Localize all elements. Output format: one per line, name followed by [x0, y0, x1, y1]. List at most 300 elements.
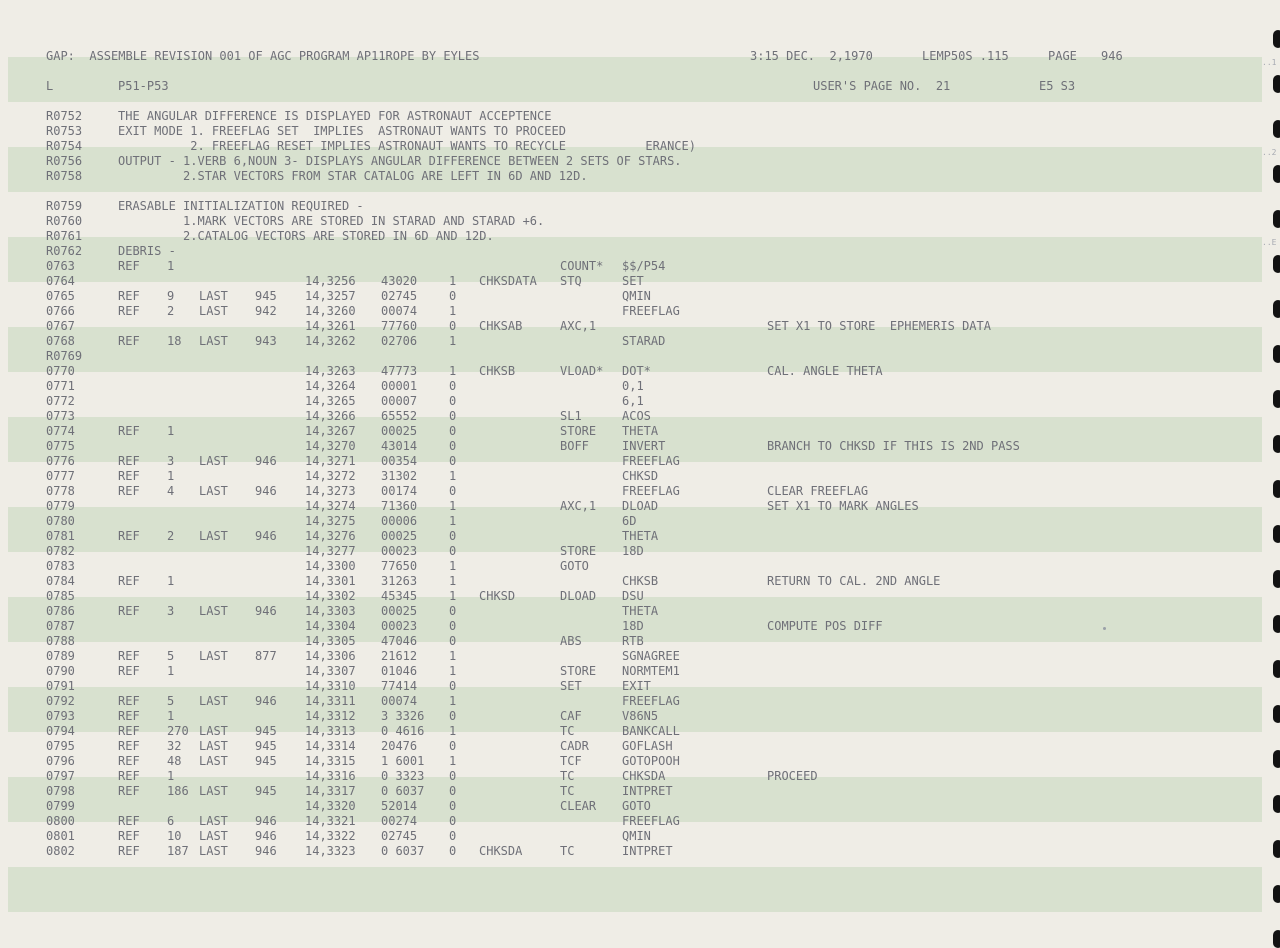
opcode: STORE [560, 424, 597, 438]
code-line [0, 574, 1280, 589]
last-page: 946 [255, 814, 277, 828]
code-line [0, 514, 1280, 529]
ref-count: 3 [167, 454, 175, 468]
address: 14,3320 [305, 799, 356, 813]
octal-word: 00001 [381, 379, 418, 393]
address: 14,3263 [305, 364, 356, 378]
last-keyword: LAST [199, 334, 228, 348]
feed-hole [1273, 75, 1280, 93]
edge-mark: ..E [1262, 238, 1277, 247]
ref-keyword: REF [118, 844, 140, 858]
page-label: PAGE [1048, 49, 1077, 63]
operand: THETA [622, 529, 659, 543]
address: 14,3306 [305, 649, 356, 663]
comment: RETURN TO CAL. 2ND ANGLE [767, 574, 941, 588]
last-page: 942 [255, 304, 277, 318]
last-page: 943 [255, 334, 277, 348]
address: 14,3273 [305, 484, 356, 498]
code-line [0, 424, 1280, 439]
address: 14,3304 [305, 619, 356, 633]
users-page-number: USER'S PAGE NO. 21 [813, 79, 951, 93]
parity-bit: 1 [449, 514, 457, 528]
operand: STARAD [622, 334, 666, 348]
code-line [0, 259, 1280, 274]
feed-hole [1273, 435, 1280, 453]
feed-hole [1273, 885, 1280, 903]
feed-hole [1273, 390, 1280, 408]
source-line [0, 169, 1280, 184]
operand: INTPRET [622, 844, 673, 858]
parity-bit: 0 [449, 679, 457, 693]
line-number: 0773 [46, 409, 75, 423]
line-number: R0762 [46, 244, 83, 258]
opcode: AXC,1 [560, 319, 597, 333]
line-number: 0763 [46, 259, 75, 273]
parity-bit: 1 [449, 274, 457, 288]
operand: QMIN [622, 289, 651, 303]
line-number: 0771 [46, 379, 75, 393]
octal-word: 1 6001 [381, 754, 425, 768]
last-keyword: LAST [199, 529, 228, 543]
assembly-title: GAP: ASSEMBLE REVISION 001 OF AGC PROGRAM AP11ROPE BY EYLES [46, 49, 480, 63]
ref-count: 1 [167, 424, 175, 438]
ref-keyword: REF [118, 469, 140, 483]
address: 14,3300 [305, 559, 356, 573]
parity-bit: 0 [449, 544, 457, 558]
octal-word: 00007 [381, 394, 418, 408]
ref-keyword: REF [118, 664, 140, 678]
line-number: 0799 [46, 799, 75, 813]
paper-band [8, 867, 1262, 912]
opcode: TC [560, 784, 575, 798]
line-number: 0777 [46, 469, 75, 483]
parity-bit: 0 [449, 709, 457, 723]
feed-hole [1273, 480, 1280, 498]
comment: COMPUTE POS DIFF [767, 619, 883, 633]
feed-hole [1273, 750, 1280, 768]
ref-count: 10 [167, 829, 182, 843]
source-text: 2. FREEFLAG RESET IMPLIES ASTRONAUT WANTS TO RECYCLE ERANCE) [118, 139, 696, 153]
code-line [0, 769, 1280, 784]
code-line [0, 634, 1280, 649]
address: 14,3314 [305, 739, 356, 753]
address: 14,3277 [305, 544, 356, 558]
address: 14,3272 [305, 469, 356, 483]
octal-word: 20476 [381, 739, 418, 753]
last-page: 877 [255, 649, 277, 663]
octal-word: 00023 [381, 544, 418, 558]
source-line [0, 229, 1280, 244]
address: 14,3266 [305, 409, 356, 423]
line-number: 0802 [46, 844, 75, 858]
operand: THETA [622, 424, 659, 438]
symbol-label: CHKSDATA [479, 274, 537, 288]
last-page: 945 [255, 289, 277, 303]
octal-word: 77414 [381, 679, 418, 693]
address: 14,3307 [305, 664, 356, 678]
line-number: R0761 [46, 229, 83, 243]
last-keyword: LAST [199, 844, 228, 858]
source-line [0, 154, 1280, 169]
ref-keyword: REF [118, 424, 140, 438]
code-line [0, 589, 1280, 604]
ref-count: 9 [167, 289, 175, 303]
opcode: STQ [560, 274, 582, 288]
feed-hole [1273, 795, 1280, 813]
line-number: 0765 [46, 289, 75, 303]
line-number: 0801 [46, 829, 75, 843]
ref-count: 2 [167, 529, 175, 543]
address: 14,3265 [305, 394, 356, 408]
operand: FREEFLAG [622, 454, 680, 468]
line-number: 0796 [46, 754, 75, 768]
last-page: 945 [255, 739, 277, 753]
line-number: 0768 [46, 334, 75, 348]
ref-count: 6 [167, 814, 175, 828]
parity-bit: 1 [449, 574, 457, 588]
code-line [0, 289, 1280, 304]
last-keyword: LAST [199, 694, 228, 708]
octal-word: 00025 [381, 424, 418, 438]
listing-type: L [46, 79, 54, 93]
ref-keyword: REF [118, 724, 140, 738]
operand: GOTO [622, 799, 651, 813]
ref-count: 270 [167, 724, 189, 738]
operand: DLOAD [622, 499, 659, 513]
parity-bit: 0 [449, 769, 457, 783]
opcode: SL1 [560, 409, 582, 423]
operand: FREEFLAG [622, 484, 680, 498]
octal-word: 00025 [381, 604, 418, 618]
code-line [0, 739, 1280, 754]
ref-keyword: REF [118, 784, 140, 798]
line-number: R0759 [46, 199, 83, 213]
edge-mark: ..2 [1262, 148, 1277, 157]
parity-bit: 1 [449, 754, 457, 768]
octal-word: 00006 [381, 514, 418, 528]
operand: 6,1 [622, 394, 644, 408]
octal-word: 00274 [381, 814, 418, 828]
operand: EXIT [622, 679, 651, 693]
parity-bit: 0 [449, 799, 457, 813]
operand: 18D [622, 619, 644, 633]
opcode: CLEAR [560, 799, 597, 813]
operand: CHKSDA [622, 769, 666, 783]
ref-keyword: REF [118, 649, 140, 663]
octal-word: 0 6037 [381, 784, 425, 798]
octal-word: 31302 [381, 469, 418, 483]
comment: SET X1 TO MARK ANGLES [767, 499, 919, 513]
parity-bit: 0 [449, 814, 457, 828]
line-number: 0778 [46, 484, 75, 498]
octal-word: 02745 [381, 829, 418, 843]
parity-bit: 1 [449, 664, 457, 678]
code-line [0, 469, 1280, 484]
listing-header [0, 49, 1280, 64]
operand: FREEFLAG [622, 304, 680, 318]
octal-word: 0 4616 [381, 724, 425, 738]
line-number: 0780 [46, 514, 75, 528]
octal-word: 3 3326 [381, 709, 425, 723]
octal-word: 00174 [381, 484, 418, 498]
octal-word: 02745 [381, 289, 418, 303]
address: 14,3321 [305, 814, 356, 828]
source-text: EXIT MODE 1. FREEFLAG SET IMPLIES ASTRONAUT WANTS TO PROCEED [118, 124, 566, 138]
opcode: CAF [560, 709, 582, 723]
source-text: ERASABLE INITIALIZATION REQUIRED - [118, 199, 364, 213]
feed-hole [1273, 255, 1280, 273]
ref-keyword: REF [118, 289, 140, 303]
parity-bit: 0 [449, 529, 457, 543]
feed-hole [1273, 525, 1280, 543]
last-page: 946 [255, 454, 277, 468]
opcode: TC [560, 769, 575, 783]
source-line [0, 124, 1280, 139]
parity-bit: 1 [449, 469, 457, 483]
feed-hole [1273, 615, 1280, 633]
operand: GOTOPOOH [622, 754, 680, 768]
address: 14,3262 [305, 334, 356, 348]
line-number: 0781 [46, 529, 75, 543]
octal-word: 0 3323 [381, 769, 425, 783]
ref-keyword: REF [118, 334, 140, 348]
code-line [0, 349, 1280, 364]
address: 14,3315 [305, 754, 356, 768]
opcode: STORE [560, 544, 597, 558]
octal-word: 77760 [381, 319, 418, 333]
ref-count: 3 [167, 604, 175, 618]
feed-hole [1273, 570, 1280, 588]
comment: PROCEED [767, 769, 818, 783]
operand: 18D [622, 544, 644, 558]
line-number: 0783 [46, 559, 75, 573]
address: 14,3323 [305, 844, 356, 858]
code-line [0, 649, 1280, 664]
last-keyword: LAST [199, 289, 228, 303]
source-line [0, 184, 1280, 199]
opcode: VLOAD* [560, 364, 604, 378]
line-number: 0776 [46, 454, 75, 468]
parity-bit: 0 [449, 439, 457, 453]
line-number: 0764 [46, 274, 75, 288]
operand: FREEFLAG [622, 814, 680, 828]
line-number: 0798 [46, 784, 75, 798]
code-line [0, 559, 1280, 574]
parity-bit: 1 [449, 694, 457, 708]
ref-count: 187 [167, 844, 189, 858]
last-keyword: LAST [199, 829, 228, 843]
feed-hole [1273, 30, 1280, 48]
operand: RTB [622, 634, 644, 648]
last-keyword: LAST [199, 454, 228, 468]
feed-hole [1273, 345, 1280, 363]
operand: CHKSD [622, 469, 659, 483]
parity-bit: 0 [449, 784, 457, 798]
ref-count: 4 [167, 484, 175, 498]
address: 14,3311 [305, 694, 356, 708]
code-line [0, 304, 1280, 319]
address: 14,3303 [305, 604, 356, 618]
code-line [0, 544, 1280, 559]
paper-speck [1103, 627, 1106, 630]
ref-count: 1 [167, 664, 175, 678]
feed-hole [1273, 840, 1280, 858]
line-number: 0792 [46, 694, 75, 708]
address: 14,3322 [305, 829, 356, 843]
ref-count: 2 [167, 304, 175, 318]
last-keyword: LAST [199, 604, 228, 618]
ref-keyword: REF [118, 754, 140, 768]
parity-bit: 0 [449, 829, 457, 843]
source-text: 2.CATALOG VECTORS ARE STORED IN 6D AND 12D. [118, 229, 494, 243]
operand: FREEFLAG [622, 694, 680, 708]
code-line [0, 784, 1280, 799]
address: 14,3271 [305, 454, 356, 468]
assembly-user: LEMP50S .115 [922, 49, 1009, 63]
code-line [0, 724, 1280, 739]
parity-bit: 1 [449, 304, 457, 318]
feed-hole [1273, 705, 1280, 723]
symbol-label: CHKSD [479, 589, 516, 603]
code-line [0, 814, 1280, 829]
operand: QMIN [622, 829, 651, 843]
octal-word: 01046 [381, 664, 418, 678]
last-page: 946 [255, 604, 277, 618]
line-number: 0797 [46, 769, 75, 783]
address: 14,3276 [305, 529, 356, 543]
comment: BRANCH TO CHKSD IF THIS IS 2ND PASS [767, 439, 1020, 453]
ref-keyword: REF [118, 529, 140, 543]
symbol-label: CHKSAB [479, 319, 523, 333]
octal-word: 77650 [381, 559, 418, 573]
parity-bit: 0 [449, 739, 457, 753]
line-number: 0779 [46, 499, 75, 513]
comment: SET X1 TO STORE EPHEMERIS DATA [767, 319, 991, 333]
line-number: 0788 [46, 634, 75, 648]
line-number: 0787 [46, 619, 75, 633]
code-line [0, 844, 1280, 859]
octal-word: 45345 [381, 589, 418, 603]
octal-word: 00025 [381, 529, 418, 543]
opcode: TC [560, 724, 575, 738]
source-line [0, 214, 1280, 229]
source-text: 2.STAR VECTORS FROM STAR CATALOG ARE LEFT IN 6D AND 12D. [118, 169, 588, 183]
routine-name: P51-P53 [118, 79, 169, 93]
last-page: 946 [255, 694, 277, 708]
parity-bit: 0 [449, 604, 457, 618]
parity-bit: 0 [449, 319, 457, 333]
octal-word: 0 6037 [381, 844, 425, 858]
ref-keyword: REF [118, 484, 140, 498]
last-keyword: LAST [199, 649, 228, 663]
address: 14,3305 [305, 634, 356, 648]
parity-bit: 0 [449, 409, 457, 423]
octal-word: 43014 [381, 439, 418, 453]
parity-bit: 0 [449, 844, 457, 858]
source-line [0, 109, 1280, 124]
line-number: 0767 [46, 319, 75, 333]
address: 14,3301 [305, 574, 356, 588]
operand: INTPRET [622, 784, 673, 798]
line-number: 0794 [46, 724, 75, 738]
edge-mark: ..1 [1262, 58, 1277, 67]
octal-word: 65552 [381, 409, 418, 423]
parity-bit: 1 [449, 649, 457, 663]
opcode: AXC,1 [560, 499, 597, 513]
line-number: R0769 [46, 349, 83, 363]
code-line [0, 619, 1280, 634]
feed-hole [1273, 930, 1280, 948]
ref-keyword: REF [118, 829, 140, 843]
comment: CLEAR FREEFLAG [767, 484, 869, 498]
parity-bit: 1 [449, 724, 457, 738]
ref-count: 5 [167, 694, 175, 708]
octal-word: 21612 [381, 649, 418, 663]
feed-hole [1273, 300, 1280, 318]
code-line [0, 694, 1280, 709]
ref-count: 186 [167, 784, 189, 798]
octal-word: 52014 [381, 799, 418, 813]
line-number: 0766 [46, 304, 75, 318]
parity-bit: 0 [449, 379, 457, 393]
line-number: 0793 [46, 709, 75, 723]
line-number: 0775 [46, 439, 75, 453]
octal-word: 02706 [381, 334, 418, 348]
line-number: R0760 [46, 214, 83, 228]
source-line [0, 139, 1280, 154]
parity-bit: 0 [449, 619, 457, 633]
address: 14,3313 [305, 724, 356, 738]
operand: GOFLASH [622, 739, 673, 753]
ref-count: 48 [167, 754, 182, 768]
address: 14,3267 [305, 424, 356, 438]
feed-hole [1273, 660, 1280, 678]
assembly-datetime: 3:15 DEC. 2,1970 [750, 49, 873, 63]
line-number: 0791 [46, 679, 75, 693]
feed-hole [1273, 120, 1280, 138]
line-number: 0789 [46, 649, 75, 663]
address: 14,3270 [305, 439, 356, 453]
last-keyword: LAST [199, 754, 228, 768]
address: 14,3310 [305, 679, 356, 693]
line-number: 0790 [46, 664, 75, 678]
address: 14,3275 [305, 514, 356, 528]
opcode: TC [560, 844, 575, 858]
operand: DSU [622, 589, 644, 603]
line-number: R0756 [46, 154, 83, 168]
last-keyword: LAST [199, 304, 228, 318]
code-line [0, 379, 1280, 394]
line-number: 0785 [46, 589, 75, 603]
opcode: BOFF [560, 439, 589, 453]
address: 14,3264 [305, 379, 356, 393]
line-number: R0753 [46, 124, 83, 138]
line-number: 0782 [46, 544, 75, 558]
operand: $$/P54 [622, 259, 666, 273]
last-page: 945 [255, 724, 277, 738]
last-page: 945 [255, 754, 277, 768]
ref-keyword: REF [118, 709, 140, 723]
ref-keyword: REF [118, 814, 140, 828]
line-number: R0754 [46, 139, 83, 153]
line-number: R0752 [46, 109, 83, 123]
code-line [0, 364, 1280, 379]
last-keyword: LAST [199, 724, 228, 738]
code-line [0, 709, 1280, 724]
code-line [0, 529, 1280, 544]
operand: 0,1 [622, 379, 644, 393]
octal-word: 71360 [381, 499, 418, 513]
